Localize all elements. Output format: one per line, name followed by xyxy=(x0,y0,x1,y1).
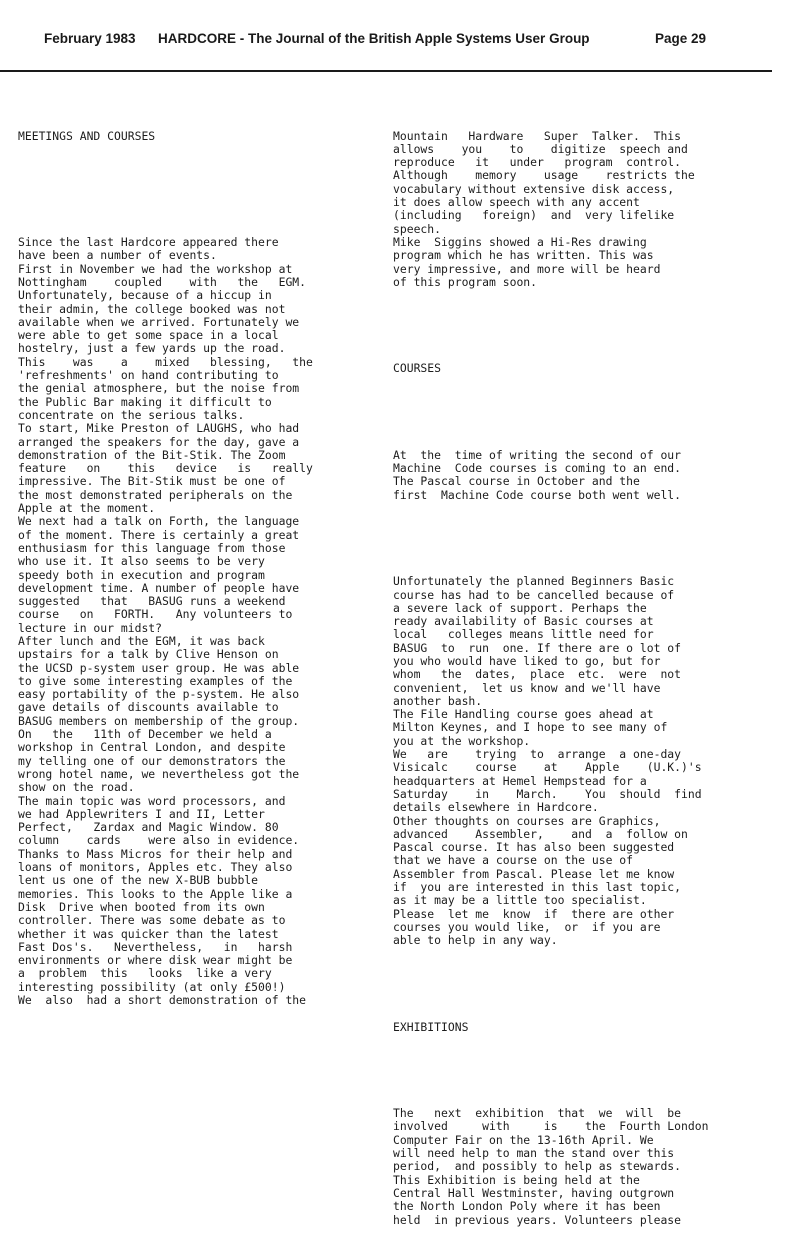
text-line: concentrate on the serious talks. xyxy=(18,407,245,422)
text-line: Disk Drive when booted from its own xyxy=(18,899,265,914)
text-line: you who would have liked to go, but for xyxy=(393,653,661,668)
text-line: first Machine Code course both went well. xyxy=(393,487,682,502)
text-line: memories. This looks to the Apple like a xyxy=(18,886,293,901)
text-line: we had Applewriters I and II, Letter xyxy=(18,806,265,821)
text-line: Thanks to Mass Micros for their help and xyxy=(18,846,293,861)
text-line: The main topic was word processors, and xyxy=(18,793,286,808)
text-line: Mountain Hardware Super Talker. This xyxy=(393,128,682,143)
right-column xyxy=(393,103,743,1240)
text-line: held in previous years. Volunteers please xyxy=(393,1212,682,1227)
text-line: demonstration of the Bit-Stik. The Zoom xyxy=(18,447,286,462)
section-heading-courses: COURSES xyxy=(393,361,442,376)
text-line: Although memory usage restricts the xyxy=(393,168,695,183)
text-line: details elsewhere in Hardcore. xyxy=(393,800,599,815)
text-line: We are trying to arrange a one-day xyxy=(393,747,682,762)
text-line: a problem this looks like a very xyxy=(18,966,272,981)
text-line: This Exhibition is being held at the xyxy=(393,1172,640,1187)
text-line: 'refreshments' on hand contributing to xyxy=(18,368,279,383)
text-line: course has had to be cancelled because of xyxy=(393,587,675,602)
text-line: This was a mixed blessing, the xyxy=(18,354,313,369)
text-line: period, and possibly to help as stewards. xyxy=(393,1159,682,1174)
text-line: (including foreign) and very lifelike xyxy=(393,208,675,223)
text-line: At the time of writing the second of our xyxy=(393,447,682,462)
text-line: Apple at the moment. xyxy=(18,501,156,516)
text-line: Perfect, Zardax and Magic Window. 80 xyxy=(18,820,279,835)
text-line: as it may be a little too specialist. xyxy=(393,893,647,908)
text-line: Milton Keynes, and I hope to see many of xyxy=(393,720,668,735)
text-line: course on FORTH. Any volunteers to xyxy=(18,607,293,622)
text-line: Pascal course. It has also been suggested xyxy=(393,840,675,855)
text-line: whether it was quicker than the latest xyxy=(18,926,279,941)
text-line: gave details of discounts available to xyxy=(18,700,279,715)
text-line: to give some interesting examples of the xyxy=(18,673,293,688)
text-line: Visicalc course at Apple (U.K.)'s xyxy=(393,760,702,775)
text-line: convenient, let us know and we'll have xyxy=(393,680,661,695)
text-line: Computer Fair on the 13-16th April. We xyxy=(393,1132,654,1147)
text-line: of this program soon. xyxy=(393,274,538,289)
text-line: Unfortunately, because of a hiccup in xyxy=(18,288,272,303)
text-line: reproduce it under program control. xyxy=(393,155,682,170)
text-line: were able to get some space in a local xyxy=(18,328,279,343)
text-line: courses you would like, or if you are xyxy=(393,919,661,934)
section-heading-exhibitions: EXHIBITIONS xyxy=(393,1019,469,1034)
text-line: you at the workshop. xyxy=(393,733,531,748)
text-line: We also had a short demonstration of the xyxy=(18,993,307,1007)
text-line: speedy both in execution and program xyxy=(18,567,265,582)
text-line: a severe lack of support. Perhaps the xyxy=(393,600,647,615)
text-line: controller. There was some debate as to xyxy=(18,913,286,928)
text-line: Please let me know if there are other xyxy=(393,906,675,921)
text-line: the Public Bar making it difficult to xyxy=(18,394,272,409)
text-line: development time. A number of people have xyxy=(18,580,300,595)
text-line: it does allow speech with any accent xyxy=(393,195,640,210)
text-line: suggested that BASUG runs a weekend xyxy=(18,594,286,609)
text-line: On the 11th of December we held a xyxy=(18,727,272,742)
text-line: workshop in Central London, and despite xyxy=(18,740,286,755)
header-date: February 1983 xyxy=(44,31,136,46)
header-title: HARDCORE - The Journal of the British Apple Systems User Group xyxy=(158,31,590,46)
text-line: another bash. xyxy=(393,693,483,708)
left-column xyxy=(18,103,363,1021)
text-line: headquarters at Hemel Hempstead for a xyxy=(393,773,647,788)
text-line: show on the road. xyxy=(18,780,135,795)
page-header xyxy=(0,28,800,54)
section-heading-meetings: MEETINGS AND COURSES xyxy=(18,128,156,143)
header-page-number: Page 29 xyxy=(655,31,707,46)
text-line: have been a number of events. xyxy=(18,248,217,263)
text-line: allows you to digitize speech and xyxy=(393,141,688,156)
text-line: vocabulary without extensive disk access, xyxy=(393,181,675,196)
text-line: the most demonstrated peripherals on the xyxy=(18,487,293,502)
text-line: able to help in any way. xyxy=(393,933,558,948)
text-line: BASUG to run one. If there are o lot of xyxy=(393,640,682,655)
text-line: interesting possibility (at only £500!) xyxy=(18,979,286,994)
text-line: impressive. The Bit-Stik must be one of xyxy=(18,474,286,489)
text-line: The Pascal course in October and the xyxy=(393,474,640,489)
text-line: Fast Dos's. Nevertheless, in harsh xyxy=(18,939,293,954)
text-line: speech. xyxy=(393,221,442,236)
text-line: program which he has written. This was xyxy=(393,248,654,263)
text-line: Mike Siggins showed a Hi-Res drawing xyxy=(393,234,647,249)
courses-paragraph-2 xyxy=(393,575,743,947)
text-line: local colleges means little need for xyxy=(393,627,654,642)
text-line: upstairs for a talk by Clive Henson on xyxy=(18,647,279,662)
text-line: of the moment. There is certainly a great xyxy=(18,527,300,542)
text-line: To start, Mike Preston of LAUGHS, who had xyxy=(18,421,300,436)
text-line: Assembler from Pascal. Please let me know xyxy=(393,866,675,881)
text-line: Other thoughts on courses are Graphics, xyxy=(393,813,661,828)
text-line: column cards were also in evidence. xyxy=(18,833,300,848)
text-line: BASUG members on membership of the group. xyxy=(18,713,300,728)
text-line: ready availability of Basic courses at xyxy=(393,614,654,629)
text-line: advanced Assembler, and a follow on xyxy=(393,826,688,841)
text-line: enthusiasm for this language from those xyxy=(18,540,286,555)
right-column-intro xyxy=(393,130,743,290)
text-line: the UCSD p-system user group. He was able xyxy=(18,660,300,675)
text-line: The next exhibition that we will be xyxy=(393,1106,682,1121)
text-line: will need help to man the stand over this xyxy=(393,1146,675,1161)
text-line: loans of monitors, Apples etc. They also xyxy=(18,860,293,875)
text-line: lecture in our midst? xyxy=(18,620,163,635)
text-line: Since the last Hardcore appeared there xyxy=(18,235,279,250)
text-line: involved with is the Fourth London xyxy=(393,1119,709,1134)
text-line: Unfortunately the planned Beginners Basic xyxy=(393,574,675,589)
text-line: easy portability of the p-system. He also xyxy=(18,687,300,702)
text-line: if you are interested in this last topic, xyxy=(393,880,682,895)
text-line: wrong hotel name, we nevertheless got the xyxy=(18,766,300,781)
text-line: feature on this device is really xyxy=(18,461,313,476)
text-line: very impressive, and more will be heard xyxy=(393,261,661,276)
text-line: After lunch and the EGM, it was back xyxy=(18,633,265,648)
text-line: my telling one of our demonstrators the xyxy=(18,753,286,768)
left-column-body xyxy=(18,236,363,1007)
text-line: Saturday in March. You should find xyxy=(393,786,702,801)
header-rule xyxy=(0,70,772,72)
text-line: whom the dates, place etc. were not xyxy=(393,667,682,682)
text-line: lent us one of the new X-BUB bubble xyxy=(18,873,259,888)
text-line: their admin, the college booked was not xyxy=(18,301,286,316)
text-line: the genial atmosphere, but the noise from xyxy=(18,381,300,396)
text-line: Machine Code courses is coming to an end. xyxy=(393,461,682,476)
exhibitions-paragraph xyxy=(393,1107,743,1227)
text-line: who use it. It also seems to be very xyxy=(18,554,265,569)
text-line: the North London Poly where it has been xyxy=(393,1199,661,1214)
text-line: Nottingham coupled with the EGM. xyxy=(18,274,307,289)
text-line: Central Hall Westminster, having outgrown xyxy=(393,1185,675,1200)
text-line: arranged the speakers for the day, gave a xyxy=(18,434,300,449)
text-line: environments or where disk wear might be xyxy=(18,953,293,968)
text-line: The File Handling course goes ahead at xyxy=(393,707,654,722)
text-line: hostelry, just a few yards up the road. xyxy=(18,341,286,356)
text-line: available when we arrived. Fortunately we xyxy=(18,314,300,329)
text-line: First in November we had the workshop at xyxy=(18,261,293,276)
text-line: that we have a course on the use of xyxy=(393,853,634,868)
text-line: We next had a talk on Forth, the language xyxy=(18,514,300,529)
courses-paragraph-1 xyxy=(393,449,743,502)
